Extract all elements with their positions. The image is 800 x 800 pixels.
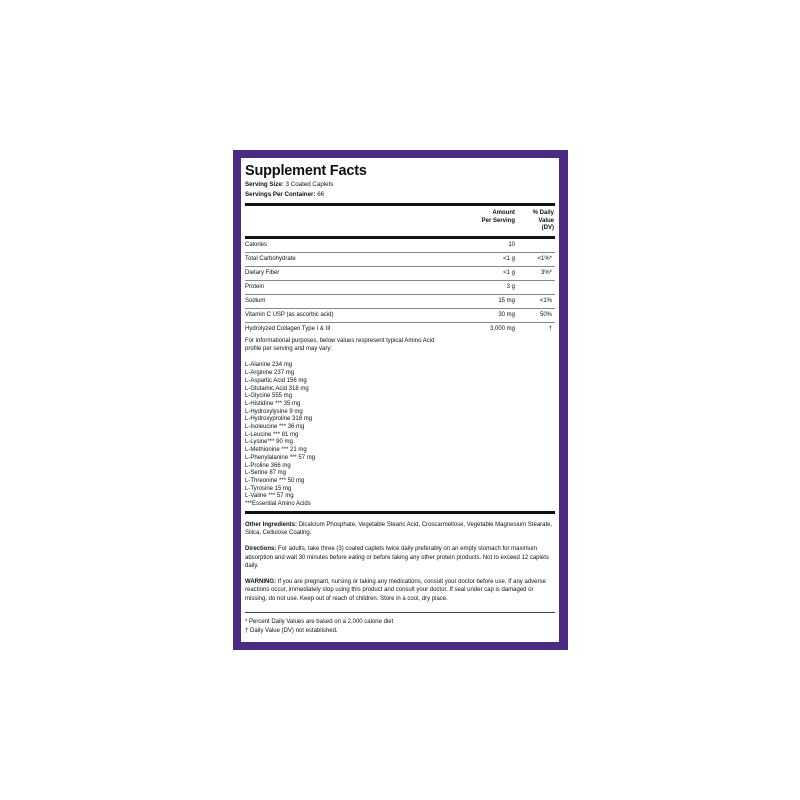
serving-size [245, 180, 555, 190]
amino-acid-item: L-Glycine 555 mg [245, 393, 293, 400]
amino-acid-item: L-Methionine *** 21 mg [245, 447, 307, 454]
nutrient-name: Vitamin C USP (as ascorbic acid) [245, 312, 334, 318]
nutrient-name: Protein [245, 284, 265, 290]
servings-per-container [245, 190, 555, 200]
amino-acid-item: L-Hydroxyproline 318 mg [245, 416, 313, 423]
amino-acid-item: L-Histidine *** 35 mg [245, 400, 301, 407]
dv-header: % Daily Value (DV) [532, 210, 554, 231]
divider-thick [245, 511, 555, 514]
amino-acid-item: L-Hydroxylysine 9 mg [245, 408, 303, 415]
nutrient-name: Sodium [245, 298, 266, 304]
amino-acid-item: L-Serine 87 mg [245, 470, 287, 477]
nutrient-row [245, 253, 555, 267]
nutrient-name: Hydrolyzed Collagen Type I & III [245, 326, 331, 332]
nutrient-row [245, 267, 555, 281]
nutrient-amount: <1 g [503, 256, 515, 262]
amino-acid-item: L-Tyrosine 15 mg [245, 485, 292, 492]
nutrient-dv: <1% [539, 298, 552, 304]
amino-acid-item: L-Alanine 234 mg [245, 362, 293, 369]
nutrient-row [245, 281, 555, 295]
nutrient-amount: 3 g [506, 284, 515, 290]
amino-acid-item: ***Essential Amino Acids [245, 501, 311, 508]
supplement-facts-label [241, 158, 559, 642]
nutrient-dv: <1%* [537, 256, 552, 262]
serving-size-label: Serving Size: [245, 181, 284, 188]
amino-acid-item: L-Phenylalanine *** 57 mg [245, 454, 316, 461]
amino-acid-item: L-Glutamic Acid 318 mg [245, 385, 309, 392]
label-title: Supplement Facts [245, 163, 367, 179]
amino-acid-item: L-Aspartic Acid 156 mg [245, 377, 307, 384]
nutrient-dv: † [548, 326, 552, 332]
nutrient-amount: 30 mg [498, 312, 515, 318]
nutrient-row [245, 309, 555, 323]
nutrient-amount: <1 g [503, 270, 515, 276]
other-ingredients: Other Ingredients: Dicalcium Phosphate, Vegetable Stearic Acid, Croscarmellose, Vegetable Magnesium Stearate, Silica, Cellulose Coating. [245, 521, 553, 537]
nutrient-row [245, 323, 555, 336]
amino-acid-item: L-Proline 366 mg [245, 462, 291, 469]
servings-per-container-label: Servings Per Container: [245, 191, 316, 198]
nutrient-name: Calories [245, 242, 268, 248]
directions: Directions: For adults, take three (3) coated caplets twice daily preferably on an empty stomach for maximum absorption and wait 30 minutes before eating or before taking any other protein products. Not to exceed 12 caplets daily. [245, 545, 549, 570]
amino-acid-item: L-Leucine *** 81 mg [245, 431, 299, 438]
amino-acid-item: L-Isoleucine *** 36 mg [245, 424, 305, 431]
nutrient-name: Dietary Fiber [245, 270, 280, 276]
nutrient-amount: 10 [508, 242, 515, 248]
footnotes: * Percent Daily Values are based on a 2,000 calorie diet † Daily Value (DV) not established. [245, 618, 394, 634]
nutrient-amount: 3,000 mg [489, 326, 515, 332]
amino-acid-item: L-Lysine*** 90 mg [245, 439, 293, 446]
servings-per-container-value: 66 [317, 191, 325, 198]
serving-size-value: 3 Coated Caplets [285, 181, 334, 188]
amino-acid-item: L-Valine *** 57 mg [245, 493, 294, 500]
nutrient-dv: 3%* [540, 270, 552, 276]
amino-acid-item: L-Arginine 237 mg [245, 370, 295, 377]
nutrient-amount: 15 mg [498, 298, 515, 304]
nutrient-table [245, 239, 555, 336]
amount-header: Amount Per Serving [481, 210, 515, 224]
column-header [245, 206, 555, 236]
amino-acid-item: L-Threonine *** 50 mg [245, 477, 305, 484]
warning: WARNING: If you are pregnant, nursing or taking any medications, consult your doctor before use. If any adverse reactions occur, immediately stop using this product and consult your doctor. If seal under cap is damaged or missing, do not use. Keep out of reach of children. Store in a cool, dry place. [245, 578, 546, 602]
divider-thin [245, 612, 555, 613]
nutrient-dv: 50% [539, 312, 552, 318]
nutrient-name: Total Carbohydrate [245, 256, 296, 262]
amino-acid-list [245, 362, 555, 508]
nutrient-row [245, 295, 555, 309]
amino-intro: For informational purposes, below values respresent typical Amino Acid profile per serving and may vary: [245, 338, 435, 352]
nutrient-row [245, 239, 555, 253]
